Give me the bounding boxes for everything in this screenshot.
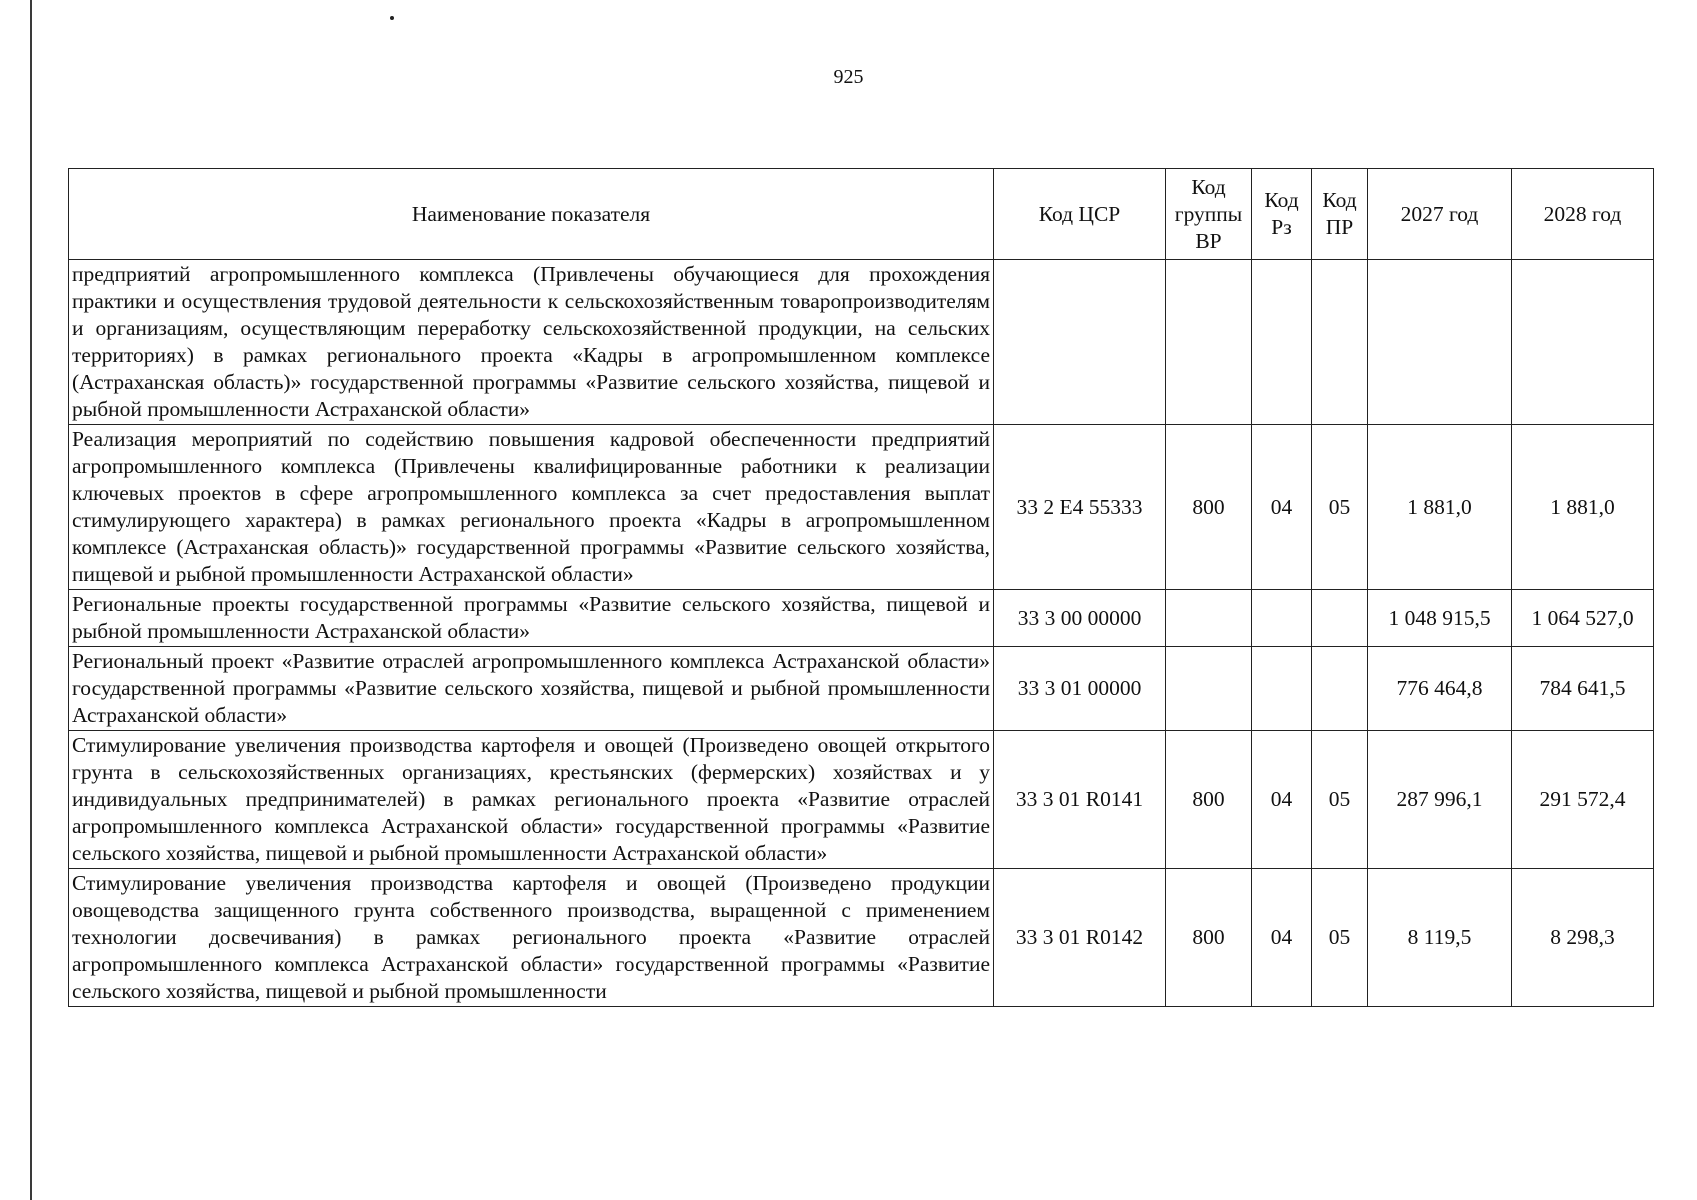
amount-2027-cell: 8 119,5	[1368, 869, 1512, 1007]
vr-group-cell: 800	[1166, 731, 1252, 869]
rz-code-cell	[1252, 260, 1312, 425]
table-row	[69, 260, 1654, 425]
pr-code-cell	[1312, 260, 1368, 425]
pr-code-cell	[1312, 647, 1368, 731]
header-csr-code: Код ЦСР	[994, 169, 1166, 260]
rz-code-cell: 04	[1252, 731, 1312, 869]
header-name: Наименование показателя	[69, 169, 994, 260]
indicator-name-cell: Региональные проекты государственной программы «Развитие сельского хозяйства, пищевой и рыбной промышленности Астраханской области»	[69, 590, 994, 647]
pr-code-cell: 05	[1312, 731, 1368, 869]
csr-code-cell: 33 2 Е4 55333	[994, 425, 1166, 590]
amount-2027-cell: 1 881,0	[1368, 425, 1512, 590]
csr-code-cell: 33 3 00 00000	[994, 590, 1166, 647]
indicator-name-cell: Реализация мероприятий по содействию повышения кадровой обеспеченности предприятий агропромышленного комплекса (Привлечены квалифицированные работники к реализации ключевых проектов в сфере агропромышленного комплекса за счет предоставления выплат стимулирующего характера) в рамках регионального проекта «Кадры в агропромышленном комплексе (Астраханская область)» государственной программы «Развитие сельского хозяйства, пищевой и рыбной промышленности Астраханской области»	[69, 425, 994, 590]
table-row	[69, 590, 1654, 647]
table-row	[69, 869, 1654, 1007]
binding-edge-line	[30, 0, 32, 1200]
amount-2027-cell: 287 996,1	[1368, 731, 1512, 869]
csr-code-cell	[994, 260, 1166, 425]
header-year-2028: 2028 год	[1512, 169, 1654, 260]
csr-code-cell: 33 3 01 00000	[994, 647, 1166, 731]
header-rz-code: Код Рз	[1252, 169, 1312, 260]
vr-group-cell	[1166, 590, 1252, 647]
amount-2027-cell: 776 464,8	[1368, 647, 1512, 731]
rz-code-cell: 04	[1252, 869, 1312, 1007]
scan-speck	[390, 16, 394, 20]
indicator-name-cell: предприятий агропромышленного комплекса (Привлечены обучающиеся для прохождения практики и осуществления трудовой деятельности к сельскохозяйственным товаропроизводителям и организациям, осуществляющим переработку сельскохозяйственной продукции, на сельских территориях) в рамках регионального проекта «Кадры в агропромышленном комплексе (Астраханская область)» государственной программы «Развитие сельского хозяйства, пищевой и рыбной промышленности Астраханской области»	[69, 260, 994, 425]
amount-2028-cell: 8 298,3	[1512, 869, 1654, 1007]
pr-code-cell	[1312, 590, 1368, 647]
rz-code-cell: 04	[1252, 425, 1312, 590]
vr-group-cell	[1166, 647, 1252, 731]
indicator-name-cell: Стимулирование увеличения производства картофеля и овощей (Произведено овощей открытого грунта в сельскохозяйственных организациях, крестьянских (фермерских) хозяйствах и у индивидуальных предпринимателей) в рамках регионального проекта «Развитие отраслей агропромышленного комплекса Астраханской области» государственной программы «Развитие сельского хозяйства, пищевой и рыбной промышленности Астраханской области»	[69, 731, 994, 869]
rz-code-cell	[1252, 590, 1312, 647]
amount-2028-cell: 1 064 527,0	[1512, 590, 1654, 647]
page-number: 925	[833, 66, 864, 88]
vr-group-cell: 800	[1166, 425, 1252, 590]
indicator-name-cell: Стимулирование увеличения производства картофеля и овощей (Произведено продукции овощеводства защищенного грунта собственного производства, выращенной с применением технологии досвечивания) в рамках регионального проекта «Развитие отраслей агропромышленного комплекса Астраханской области» государственной программы «Развитие сельского хозяйства, пищевой и рыбной промышленности	[69, 869, 994, 1007]
header-year-2027: 2027 год	[1368, 169, 1512, 260]
vr-group-cell: 800	[1166, 869, 1252, 1007]
table-header-row	[69, 169, 1654, 260]
rz-code-cell	[1252, 647, 1312, 731]
header-vr-group-code: Код группы ВР	[1166, 169, 1252, 260]
pr-code-cell: 05	[1312, 425, 1368, 590]
pr-code-cell: 05	[1312, 869, 1368, 1007]
table-row	[69, 731, 1654, 869]
amount-2027-cell: 1 048 915,5	[1368, 590, 1512, 647]
csr-code-cell: 33 3 01 R0142	[994, 869, 1166, 1007]
indicator-name-cell: Региональный проект «Развитие отраслей агропромышленного комплекса Астраханской области» государственной программы «Развитие сельского хозяйства, пищевой и рыбной промышленности Астраханской области»	[69, 647, 994, 731]
amount-2027-cell	[1368, 260, 1512, 425]
amount-2028-cell: 291 572,4	[1512, 731, 1654, 869]
amount-2028-cell: 1 881,0	[1512, 425, 1654, 590]
budget-table	[68, 168, 1654, 1007]
csr-code-cell: 33 3 01 R0141	[994, 731, 1166, 869]
vr-group-cell	[1166, 260, 1252, 425]
amount-2028-cell	[1512, 260, 1654, 425]
amount-2028-cell: 784 641,5	[1512, 647, 1654, 731]
table-row	[69, 425, 1654, 590]
table-row	[69, 647, 1654, 731]
header-pr-code: Код ПР	[1312, 169, 1368, 260]
